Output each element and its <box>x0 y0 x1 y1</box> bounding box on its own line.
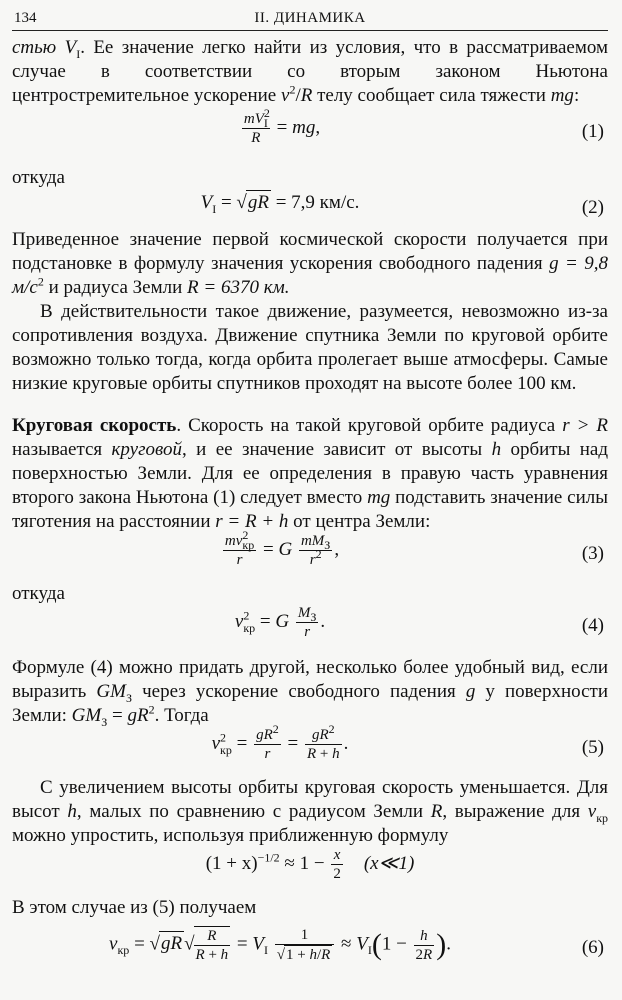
equation-4: $v^2_{кр} = G$ $\frac{M_З}{r}$ . (4) <box>234 605 604 640</box>
running-title: II. ДИНАМИКА <box>254 10 366 26</box>
para4-term: круговой <box>111 439 183 460</box>
para4-relation: r = R + h <box>215 511 289 532</box>
equation-6: $v_{кр} = √gR$ √ $\frac{R}{R + h}$ = $V_I$ $\frac{1}{√1 + h/R}$ ≈ $V_I(1$ − $\frac{h}{2R}$ ). (6) <box>109 927 604 963</box>
para4-text-b: называется <box>12 439 103 460</box>
para1-text-b: телу сообщает сила тяжести <box>317 85 546 106</box>
equation-3: $\frac{mv^2_{кр}}{r}$ = G $\frac{mM_З}{r^2}$ , (3) <box>224 528 604 568</box>
para7-text: В этом случае из (5) получаем <box>12 897 257 918</box>
para1-text-a: Ее значение легко найти из условия, что в рассматриваемом случае в соответствии со вторым законом Ньютона центростремительное ускорение <box>12 37 609 106</box>
page-number: 134 <box>14 10 37 26</box>
equation-1: $\frac{mV^2_I}{R}$ = mg, (1) <box>243 106 604 146</box>
equation-3-number: (3) <box>581 543 604 564</box>
para2-text-a: Приведенное значение первой космической скорости получается при подстановке в формулу значения ускорения свободного падения <box>12 229 608 274</box>
paragraph-3: В действительности такое движение, разумеется, невозможно из-за сопротивления воздуха. Движение спутника Земли по круговой орбите возможно только тогда, когда орбита пролегает выше атмосферы. Самые низкие круговые орбиты спутников проходят на высоте более 100 км. <box>12 301 608 394</box>
approx-rhs: ≈ 1 − <box>284 852 325 874</box>
para5-text-b: через ускорение свободного падения <box>142 681 456 702</box>
otkuda-2 <box>12 582 608 606</box>
equation-5: $v^2_{кр}$ = $\frac{gR^2}{r}$ = $\frac{gR^2}{R + h}$ . (5) <box>211 722 604 762</box>
paragraph-2: Приведенное значение первой космической скорости получается при подстановке в формулу значения ускорения свободного падения g = 9,8 $м/с^2$ и радиуса Земли R = 6370 км. В действительности такое движение, разумеется, невозможно из-за сопротивления воздуха. Движение спутника Земли по круговой орбите возможно только тогда, когда орбита пролегает выше атмосферы. Самые низкие круговые орбиты спутников проходят на высоте более 100 км. <box>12 229 608 394</box>
para2-gravity: g = 9,8 м/с <box>12 253 608 298</box>
para4-condition: r > R <box>562 415 609 436</box>
paragraph-1: стью $V_I$. Ее значение легко найти из условия, что в рассматриваемом случае в соответствии со вторым законом Ньютона центростремительное ускорение $v^2/R$ телу сообщает сила тяжести mg: <box>12 37 609 106</box>
para6-text-a: С увеличением высоты орбиты круговая скорость уменьшается. Для высот <box>12 777 608 822</box>
page-header <box>12 6 608 31</box>
approx-lhs: (1 + x) <box>205 852 258 874</box>
para6-text-c: , выражение для <box>442 801 581 822</box>
otkuda-1-text: откуда <box>12 167 65 188</box>
equation-2-number: (2) <box>581 197 604 218</box>
para4-text-c: , и ее значение зависит от высоты <box>182 439 483 460</box>
section-heading: Круговая скорость <box>12 415 177 436</box>
otkuda-2-text: откуда <box>12 583 65 604</box>
equation-5-number: (5) <box>581 737 604 758</box>
approx-condition: (x≪1) <box>363 852 415 874</box>
para2-text-b: и радиуса Земли <box>48 277 183 298</box>
para6-text-b: , малых по сравнению с радиусом Земли <box>76 801 424 822</box>
equation-4-number: (4) <box>581 615 604 636</box>
para6-text-d: можно упростить, используя приближенную формулу <box>12 825 449 846</box>
paragraph-5: Формуле (4) можно придать другой, несколько более удобный вид, если выразить $GM_З$ через ускорение свободного падения g у поверхности Земли: $GM_З = gR^2$. Тогда <box>12 657 609 729</box>
para1-lead: стью <box>12 37 57 58</box>
para2-radius: R = 6370 км. <box>187 277 290 298</box>
paragraph-6: С увеличением высоты орбиты круговая скорость уменьшается. Для высот h, малых по сравнению с радиусом Земли R, выражение для $v_{кр}$ можно упростить, используя приближенную формулу <box>12 777 609 846</box>
para5-text-d: Тогда <box>164 705 209 726</box>
paragraph-4: Круговая скорость. Скорость на такой круговой орбите радиуса r > R называется круговой, и ее значение зависит от высоты h орбиты над поверхностью Земли. Для ее определения в правую часть уравнения второго закона Ньютона (1) следует вместо mg подставить значение силы тяготения на расстоянии r = R + h от центра Земли: <box>12 415 609 532</box>
para4-text-d: орбиты над поверхностью Земли. Для ее определения в правую часть уравнения второго закона Ньютона (1) следует вместо <box>12 439 608 508</box>
equation-2: $V_I = √gR = 7,9$ км/с. (2) <box>200 192 604 218</box>
equation-6-number: (6) <box>581 937 604 958</box>
approx-formula: $(1 + x)^{-1/2} \approx 1$ − $\frac{x}{2}$ (x≪1) <box>205 847 415 882</box>
equation-2-value: = 7,9 км/с. <box>275 192 360 213</box>
para5-text-a: Формуле (4) можно придать другой, несколько более удобный вид, если выразить <box>12 657 608 702</box>
paragraph-7 <box>12 896 608 920</box>
para4-text-f: от центра Земли: <box>293 511 431 532</box>
equation-1-number: (1) <box>581 121 604 142</box>
approx-exponent: −1/2 <box>257 850 280 865</box>
para5-text-c: у поверхности Земли: <box>12 681 609 726</box>
para4-text-a: Скорость на такой круговой орбите радиуса <box>188 415 556 436</box>
para4-text-e: подставить значение силы тяготения на расстоянии <box>12 487 609 532</box>
